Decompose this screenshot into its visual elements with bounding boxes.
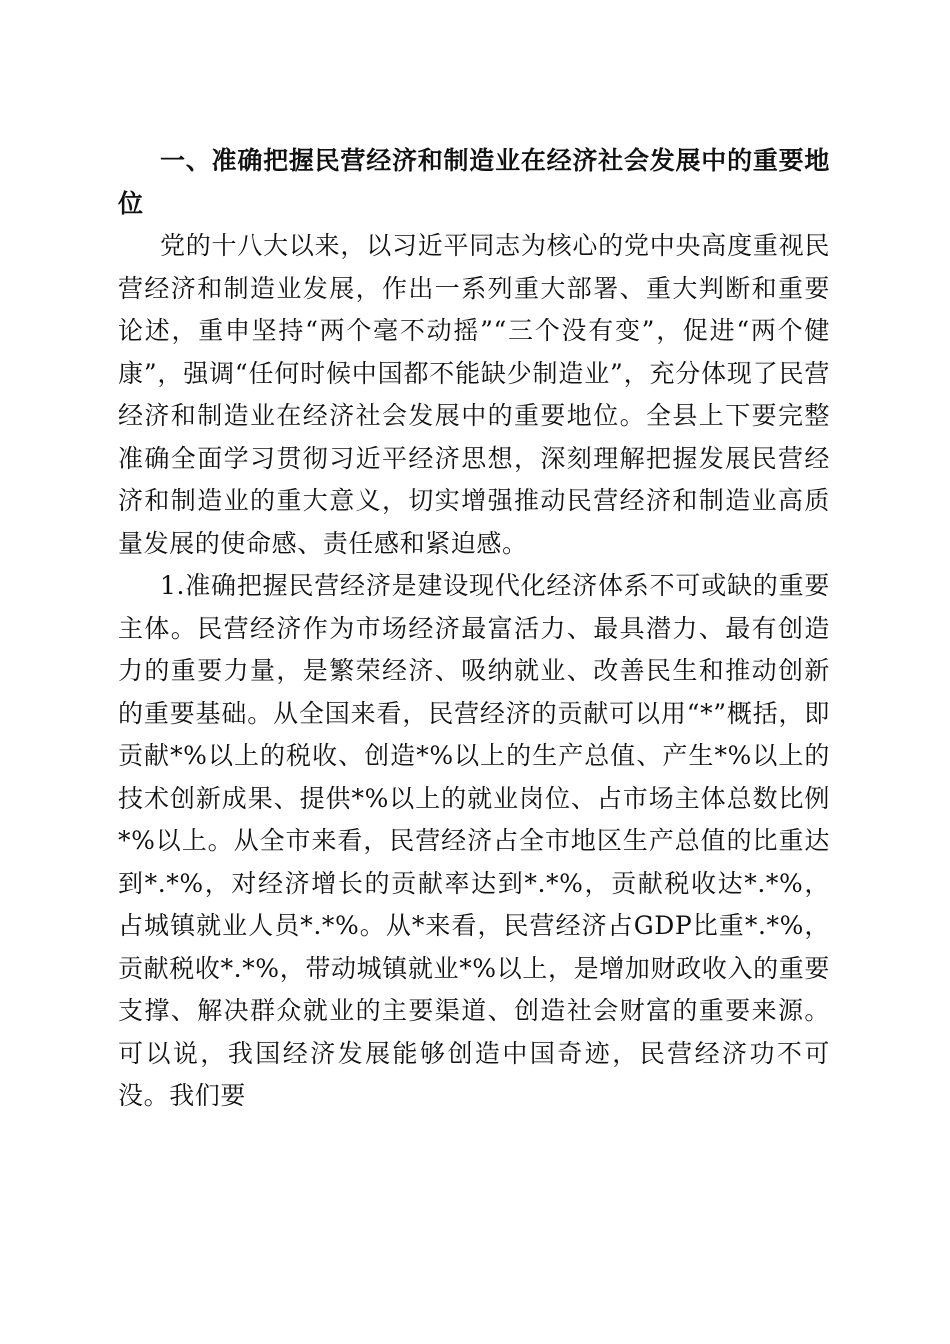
- document-body: [118, 140, 830, 1118]
- body-paragraph: 1.准确把握民营经济是建设现代化经济体系不可或缺的重要主体。民营经济作为市场经济最富活力、最具潜力、最有创造力的重要力量，是繁荣经济、吸纳就业、改善民生和推动创新的重要基础。从全国来看，民营经济的贡献可以用“*”概括，即贡献*%以上的税收、创造*%以上的生产总值、产生*%以上的技术创新成果、提供*%以上的就业岗位、占市场主体总数比例*%以上。从全市来看，民营经济占全市地区生产总值的比重达到*.*%，对经济增长的贡献率达到*.*%，贡献税收达*.*%，占城镇就业人员*.*%。从*来看，民营经济占GDP比重*.*%，贡献税收*.*%，带动城镇就业*%以上，是增加财政收入的重要支撑、解决群众就业的主要渠道、创造社会财富的重要来源。可以说，我国经济发展能够创造中国奇迹，民营经济功不可没。我们要: [118, 571, 830, 1110]
- body-paragraph: 党的十八大以来，以习近平同志为核心的党中央高度重视民营经济和制造业发展，作出一系列重大部署、重大判断和重要论述，重申坚持“两个毫不动摇”“三个没有变”，促进“两个健康”，强调“任何时候中国都不能缺少制造业”，充分体现了民营经济和制造业在经济社会发展中的重要地位。全县上下要完整准确全面学习贯彻习近平经济思想，深刻理解把握发展民营经济和制造业的重大意义，切实增强推动民营经济和制造业高质量发展的使命感、责任感和紧迫感。: [118, 231, 830, 558]
- section-heading: 一、准确把握民营经济和制造业在经济社会发展中的重要地位: [118, 146, 830, 218]
